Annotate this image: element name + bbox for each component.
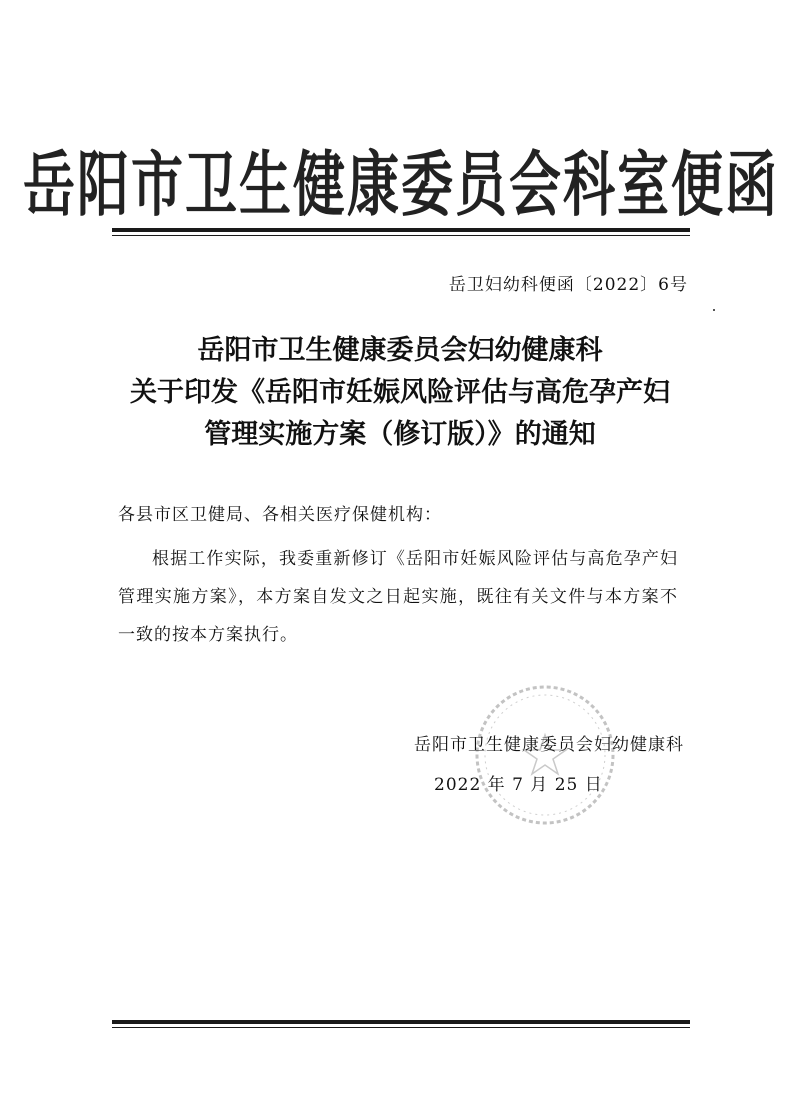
scan-speck [713,309,715,311]
title-line-1: 岳阳市卫生健康委员会妇幼健康科 [197,335,603,366]
document-number: 岳卫妇幼科便函〔2022〕6号 [448,275,688,295]
letterhead-divider [112,228,690,236]
official-seal [470,680,620,830]
title-line-2: 关于印发《岳阳市妊娠风险评估与高危孕产妇 [130,377,670,408]
signature-date: 2022 年 7 月 25 日 [434,775,603,795]
title-line-3: 管理实施方案（修订版）》的通知 [204,419,596,450]
footer-divider [112,1020,690,1028]
signature-organization: 岳阳市卫生健康委员会妇幼健康科 [414,735,684,755]
salutation: 各县市区卫健局、各相关医疗保健机构： [118,505,442,525]
letterhead-title: 岳阳市卫生健康委员会科室便函 [23,144,780,226]
notice-title [95,330,705,456]
body-paragraph: 根据工作实际，我委重新修订《岳阳市妊娠风险评估与高危孕产妇管理实施方案》，本方案自发文之日起实施，既往有关文件与本方案不一致的按本方案执行。 [118,549,678,645]
